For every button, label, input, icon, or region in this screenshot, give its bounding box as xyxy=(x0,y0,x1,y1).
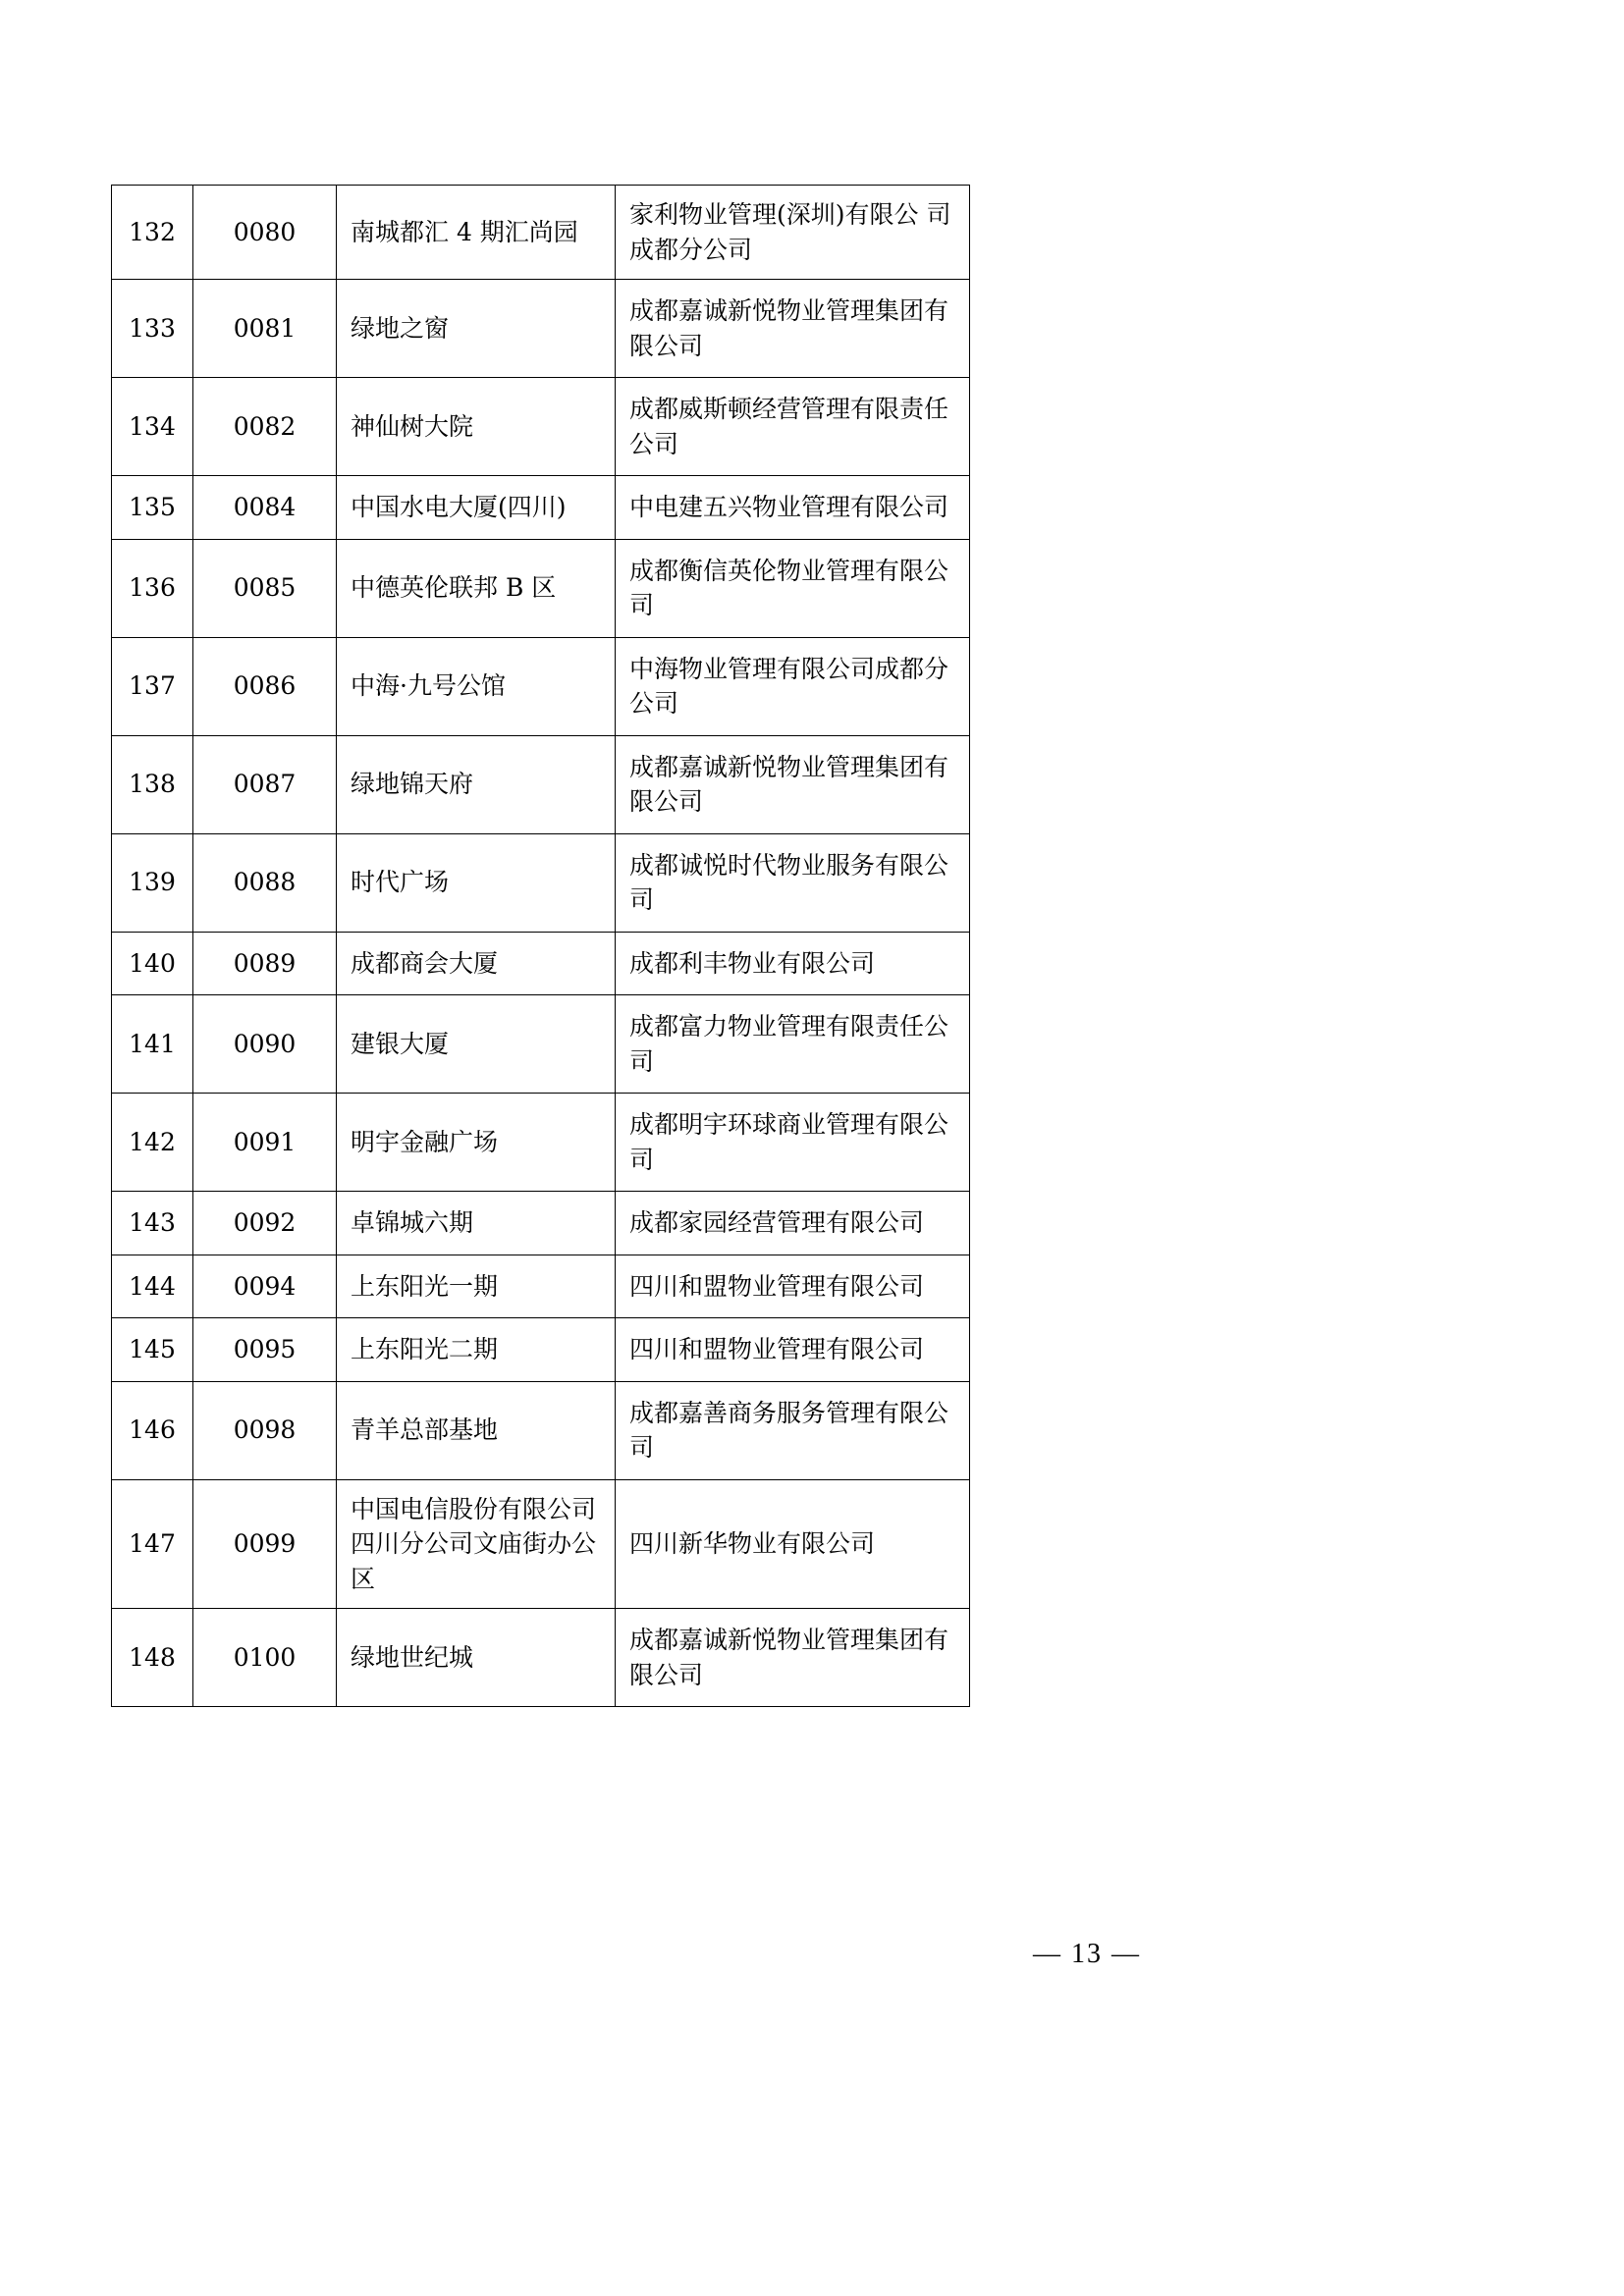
cell-company xyxy=(616,476,970,540)
cell-code xyxy=(193,932,337,995)
cell-code xyxy=(193,995,337,1094)
cell-company xyxy=(616,280,970,378)
cell-project-name-text: 中国电信股份有限公司四川分公司文庙街办公区 xyxy=(351,1494,597,1593)
cell-index-text: 135 xyxy=(129,493,176,521)
cell-project-name xyxy=(337,1255,616,1318)
cell-index-text: 133 xyxy=(129,313,176,343)
cell-code xyxy=(193,1381,337,1479)
cell-company xyxy=(616,1094,970,1192)
cell-project-name-text: 明宇金融广场 xyxy=(351,1127,499,1156)
cell-index xyxy=(112,539,193,637)
cell-index-text: 140 xyxy=(129,948,176,978)
table-row xyxy=(112,637,970,735)
cell-code-text: 0088 xyxy=(233,868,297,897)
cell-company-text: 成都明宇环球商业管理有限公司 xyxy=(629,1110,949,1174)
cell-project-name xyxy=(337,1479,616,1609)
cell-index-text: 144 xyxy=(129,1271,176,1301)
cell-company-text: 四川新华物业有限公司 xyxy=(629,1529,876,1558)
cell-index-text: 145 xyxy=(129,1335,176,1363)
cell-index-text: 146 xyxy=(129,1415,176,1445)
cell-code xyxy=(193,637,337,735)
cell-company-text: 成都嘉诚新悦物业管理集团有限公司 xyxy=(629,296,949,360)
cell-index xyxy=(112,1318,193,1382)
cell-code-text: 0092 xyxy=(233,1208,297,1237)
cell-index-text: 141 xyxy=(129,1029,176,1058)
cell-company xyxy=(616,186,970,280)
cell-index xyxy=(112,932,193,995)
cell-index-text: 138 xyxy=(129,770,176,799)
cell-project-name xyxy=(337,476,616,540)
cell-company-text: 四川和盟物业管理有限公司 xyxy=(629,1335,925,1363)
cell-project-name-text: 神仙树大院 xyxy=(351,411,474,441)
cell-project-name xyxy=(337,637,616,735)
cell-index xyxy=(112,1381,193,1479)
cell-project-name xyxy=(337,735,616,833)
cell-index xyxy=(112,378,193,476)
cell-project-name-text: 绿地世纪城 xyxy=(351,1642,474,1672)
cell-code-text: 0084 xyxy=(233,493,297,521)
cell-project-name xyxy=(337,1318,616,1382)
table-row xyxy=(112,1255,970,1318)
cell-project-name xyxy=(337,1381,616,1479)
cell-code-text: 0098 xyxy=(233,1415,297,1445)
cell-company-text: 成都嘉善商务服务管理有限公司 xyxy=(629,1398,949,1462)
cell-company-text: 四川和盟物业管理有限公司 xyxy=(629,1271,925,1301)
cell-company xyxy=(616,1479,970,1609)
cell-index xyxy=(112,280,193,378)
cell-company xyxy=(616,735,970,833)
cell-company-text: 成都嘉诚新悦物业管理集团有限公司 xyxy=(629,1626,949,1689)
table-row xyxy=(112,1192,970,1255)
cell-index xyxy=(112,186,193,280)
cell-company-text: 家利物业管理(深圳)有限公 司成都分公司 xyxy=(629,200,951,264)
cell-project-name xyxy=(337,1609,616,1707)
cell-project-name-text: 南城都汇 4 期汇尚园 xyxy=(351,217,578,246)
table-row xyxy=(112,539,970,637)
cell-company-text: 成都富力物业管理有限责任公司 xyxy=(629,1012,949,1076)
table-row xyxy=(112,735,970,833)
cell-project-name-text: 建银大厦 xyxy=(351,1029,450,1058)
cell-project-name xyxy=(337,995,616,1094)
table-row xyxy=(112,1318,970,1382)
table-row xyxy=(112,476,970,540)
cell-index xyxy=(112,1255,193,1318)
cell-code-text: 0100 xyxy=(233,1642,297,1672)
cell-index-text: 137 xyxy=(129,671,176,701)
cell-code xyxy=(193,735,337,833)
cell-index xyxy=(112,1479,193,1609)
cell-code-text: 0082 xyxy=(233,411,297,441)
cell-company-text: 成都威斯顿经营管理有限责任公司 xyxy=(629,395,949,458)
cell-company xyxy=(616,1255,970,1318)
cell-index xyxy=(112,637,193,735)
page-number: — 13 — xyxy=(1033,1939,1141,1969)
cell-project-name-text: 绿地之窗 xyxy=(351,313,450,343)
cell-company xyxy=(616,378,970,476)
cell-index xyxy=(112,995,193,1094)
cell-index xyxy=(112,833,193,932)
cell-code-text: 0094 xyxy=(233,1271,297,1301)
cell-project-name-text: 时代广场 xyxy=(351,868,450,897)
cell-company-text: 成都诚悦时代物业服务有限公司 xyxy=(629,850,949,914)
cell-project-name xyxy=(337,280,616,378)
cell-code xyxy=(193,378,337,476)
cell-project-name xyxy=(337,833,616,932)
cell-project-name xyxy=(337,186,616,280)
cell-company xyxy=(616,932,970,995)
table-row xyxy=(112,1094,970,1192)
cell-code-text: 0091 xyxy=(233,1127,297,1156)
cell-company-text: 中电建五兴物业管理有限公司 xyxy=(629,493,949,521)
cell-code-text: 0085 xyxy=(233,573,297,603)
cell-project-name xyxy=(337,1094,616,1192)
table-row xyxy=(112,378,970,476)
cell-code xyxy=(193,1318,337,1382)
cell-index xyxy=(112,735,193,833)
cell-company xyxy=(616,1318,970,1382)
cell-code xyxy=(193,186,337,280)
cell-code-text: 0081 xyxy=(233,313,297,343)
cell-index-text: 134 xyxy=(129,411,176,441)
cell-project-name-text: 中海·九号公馆 xyxy=(351,671,506,701)
cell-project-name-text: 成都商会大厦 xyxy=(351,948,499,978)
cell-company xyxy=(616,1192,970,1255)
cell-project-name xyxy=(337,1192,616,1255)
cell-project-name-text: 中德英伦联邦 B 区 xyxy=(351,573,557,603)
cell-index xyxy=(112,476,193,540)
cell-project-name xyxy=(337,378,616,476)
cell-company-text: 成都衡信英伦物业管理有限公司 xyxy=(629,556,949,619)
cell-code xyxy=(193,833,337,932)
table-row xyxy=(112,1381,970,1479)
cell-code-text: 0087 xyxy=(233,770,297,799)
property-table xyxy=(111,185,970,1707)
cell-index-text: 143 xyxy=(129,1208,176,1237)
cell-index-text: 142 xyxy=(129,1127,176,1156)
cell-index-text: 148 xyxy=(129,1642,176,1672)
cell-project-name-text: 上东阳光一期 xyxy=(351,1271,499,1301)
cell-code-text: 0099 xyxy=(233,1529,297,1558)
cell-code-text: 0086 xyxy=(233,671,297,701)
cell-company-text: 中海物业管理有限公司成都分公司 xyxy=(629,654,949,718)
property-table-container xyxy=(111,185,965,1707)
cell-code xyxy=(193,1609,337,1707)
cell-company xyxy=(616,995,970,1094)
cell-index-text: 136 xyxy=(129,573,176,603)
cell-project-name xyxy=(337,539,616,637)
table-row xyxy=(112,833,970,932)
cell-project-name xyxy=(337,932,616,995)
cell-index xyxy=(112,1192,193,1255)
table-row xyxy=(112,280,970,378)
cell-index xyxy=(112,1609,193,1707)
cell-code xyxy=(193,1192,337,1255)
cell-project-name-text: 青羊总部基地 xyxy=(351,1415,499,1445)
table-body xyxy=(112,186,970,1707)
cell-code-text: 0089 xyxy=(233,948,297,978)
cell-code-text: 0090 xyxy=(233,1029,297,1058)
cell-company xyxy=(616,1609,970,1707)
cell-code-text: 0080 xyxy=(233,217,297,246)
cell-project-name-text: 上东阳光二期 xyxy=(351,1335,499,1363)
cell-code-text: 0095 xyxy=(233,1335,297,1363)
cell-company xyxy=(616,833,970,932)
cell-company-text: 成都利丰物业有限公司 xyxy=(629,948,876,978)
table-row xyxy=(112,932,970,995)
cell-code xyxy=(193,280,337,378)
cell-project-name-text: 绿地锦天府 xyxy=(351,770,474,799)
cell-code xyxy=(193,1255,337,1318)
table-row xyxy=(112,1479,970,1609)
cell-company xyxy=(616,1381,970,1479)
cell-company-text: 成都家园经营管理有限公司 xyxy=(629,1208,925,1237)
cell-index-text: 147 xyxy=(129,1529,176,1558)
table-row xyxy=(112,995,970,1094)
cell-index xyxy=(112,1094,193,1192)
cell-company-text: 成都嘉诚新悦物业管理集团有限公司 xyxy=(629,752,949,816)
page-footer xyxy=(0,1939,1624,1970)
cell-company xyxy=(616,637,970,735)
cell-project-name-text: 中国水电大厦(四川) xyxy=(351,493,567,521)
cell-project-name-text: 卓锦城六期 xyxy=(351,1208,474,1237)
cell-index-text: 132 xyxy=(129,217,176,246)
cell-code xyxy=(193,1094,337,1192)
cell-index-text: 139 xyxy=(129,868,176,897)
table-row xyxy=(112,186,970,280)
cell-code xyxy=(193,476,337,540)
table-row xyxy=(112,1609,970,1707)
cell-code xyxy=(193,1479,337,1609)
cell-company xyxy=(616,539,970,637)
cell-code xyxy=(193,539,337,637)
